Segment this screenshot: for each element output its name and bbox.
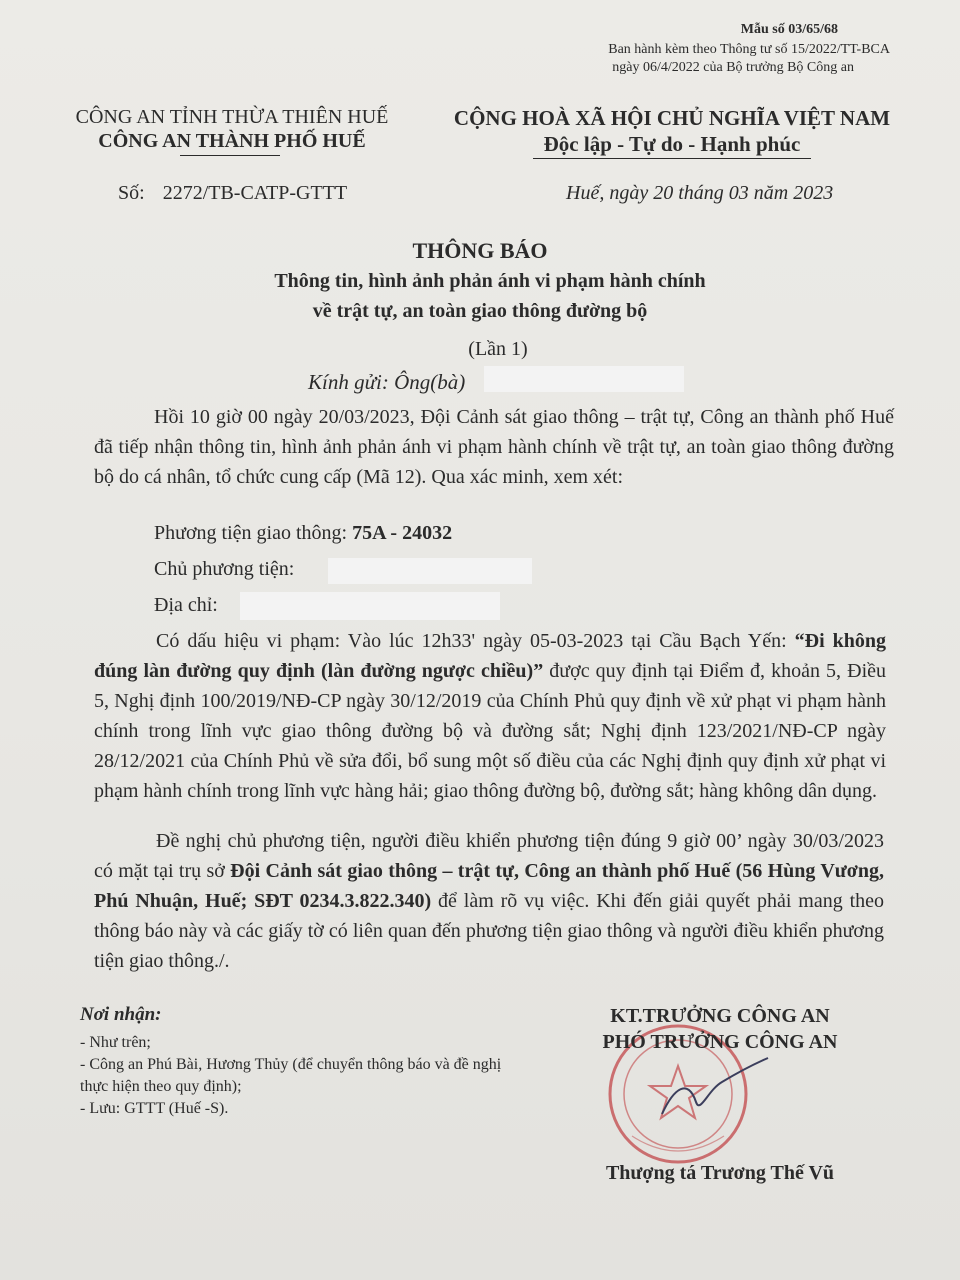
request-intro: Đề nghị chủ phương tiện, người điều khiển phương tiện đúng 9 giờ 00’ ngày 30/03/2023 có mặt tại trụ sở bbox=[94, 830, 884, 882]
form-note-line2: ngày 06/4/2022 của Bộ trưởng Bộ Công an bbox=[612, 60, 854, 75]
document-title: THÔNG BÁO bbox=[412, 238, 548, 263]
document-subtitle-2: về trật tự, an toàn giao thông đường bộ bbox=[312, 300, 648, 322]
address-label: Địa chỉ: bbox=[154, 594, 218, 616]
recipient-line bbox=[308, 370, 465, 395]
motto-underline bbox=[533, 158, 811, 159]
paragraph-violation bbox=[94, 626, 886, 806]
issue-number: (Lần 1) bbox=[468, 338, 528, 360]
national-motto: Độc lập - Tự do - Hạnh phúc bbox=[543, 132, 801, 156]
violation-intro: Có dấu hiệu vi phạm: Vào lúc 12h33' ngày 05-03-2023 tại Cầu Bạch Yến: bbox=[156, 630, 787, 652]
violation-legal-basis: được quy định tại Điểm đ, khoản 5, Điều 5, Nghị định 100/2019/NĐ-CP ngày 30/12/2019 của Chính Phủ quy định về xử phạt vi phạm hành chính trong lĩnh vực giao thông đường bộ và đường sắt; Nghị định 123/2021/NĐ-CP ngày 28/12/2021 của Chính Phủ về sửa đổi, bổ sung một số điều của các Nghị định quy định xử phạt vi phạm hành chính trong lĩnh vực hàng hải; giao thông đường bộ, đường sắt; hàng không dân dụng. bbox=[94, 660, 887, 802]
request-office: Đội Cảnh sát giao thông – trật tự, Công an thành phố Huế (56 Hùng Vương, Phú Nhuận, Huế; SĐT 0234.3.822.340) bbox=[94, 860, 884, 912]
recipient-item: - Công an Phú Bài, Hương Thủy (để chuyển thông báo và đề nghị thực hiện theo quy định); bbox=[80, 1056, 502, 1095]
owner-field bbox=[154, 558, 294, 581]
vehicle-plate: 75A - 24032 bbox=[352, 522, 453, 544]
signature-role-2: PHÓ TRƯỞNG CÔNG AN bbox=[602, 1031, 838, 1053]
redacted-address bbox=[240, 592, 500, 620]
vehicle-label: Phương tiện giao thông: bbox=[154, 522, 348, 544]
redacted-recipient bbox=[484, 366, 684, 392]
place-date: Huế, ngày 20 tháng 03 năm 2023 bbox=[566, 182, 834, 204]
document-subtitle-1: Thông tin, hình ảnh phản ánh vi phạm hành chính bbox=[274, 270, 706, 292]
address-field bbox=[154, 594, 218, 617]
request-instructions: để làm rõ vụ việc. Khi đến giải quyết phải mang theo thông báo này và các giấy tờ có liên quan đến phương tiện giao thông và người điều khiển phương tiện giao thông./. bbox=[94, 890, 885, 972]
owner-label: Chủ phương tiện: bbox=[154, 558, 295, 580]
signature-role-1: KT.TRƯỞNG CÔNG AN bbox=[610, 1005, 830, 1027]
form-code: Mẫu số 03/65/68 bbox=[740, 22, 838, 37]
signatory-name: Thượng tá Trương Thế Vũ bbox=[605, 1162, 835, 1184]
vehicle-field bbox=[154, 522, 452, 545]
recipient-label: Kính gửi: Ông(bà) bbox=[308, 370, 466, 394]
document-number-label: Số: bbox=[118, 182, 145, 204]
redacted-owner bbox=[328, 558, 532, 584]
agency-underline bbox=[180, 155, 280, 156]
recipients-title: Nơi nhận: bbox=[80, 1004, 162, 1025]
recipient-item: - Như trên; bbox=[80, 1034, 151, 1051]
paragraph-intro: Hồi 10 giờ 00 ngày 20/03/2023, Đội Cảnh sát giao thông – trật tự, Công an thành phố Huế đã tiếp nhận thông tin, hình ảnh phản ánh vi phạm hành chính về trật tự, an toàn giao thông đường bộ do cá nhân, tổ chức cung cấp (Mã 12). Qua xác minh, xem xét: bbox=[94, 406, 894, 488]
national-title: CỘNG HOÀ XÃ HỘI CHỦ NGHĨA VIỆT NAM bbox=[453, 106, 891, 130]
paragraph-request bbox=[94, 826, 884, 976]
document-number bbox=[118, 182, 365, 205]
violation-description: “Đi không đúng làn đường quy định (làn đường ngược chiều)” bbox=[94, 630, 887, 682]
recipient-item: - Lưu: GTTT (Huế -S). bbox=[80, 1100, 229, 1117]
agency-parent: CÔNG AN TỈNH THỪA THIÊN HUẾ bbox=[75, 106, 389, 128]
agency-name: CÔNG AN THÀNH PHỐ HUẾ bbox=[98, 130, 366, 152]
document-number-value: 2272/TB-CATP-GTTT bbox=[162, 182, 348, 204]
form-note-line1: Ban hành kèm theo Thông tư số 15/2022/TT-BCA bbox=[608, 42, 890, 57]
